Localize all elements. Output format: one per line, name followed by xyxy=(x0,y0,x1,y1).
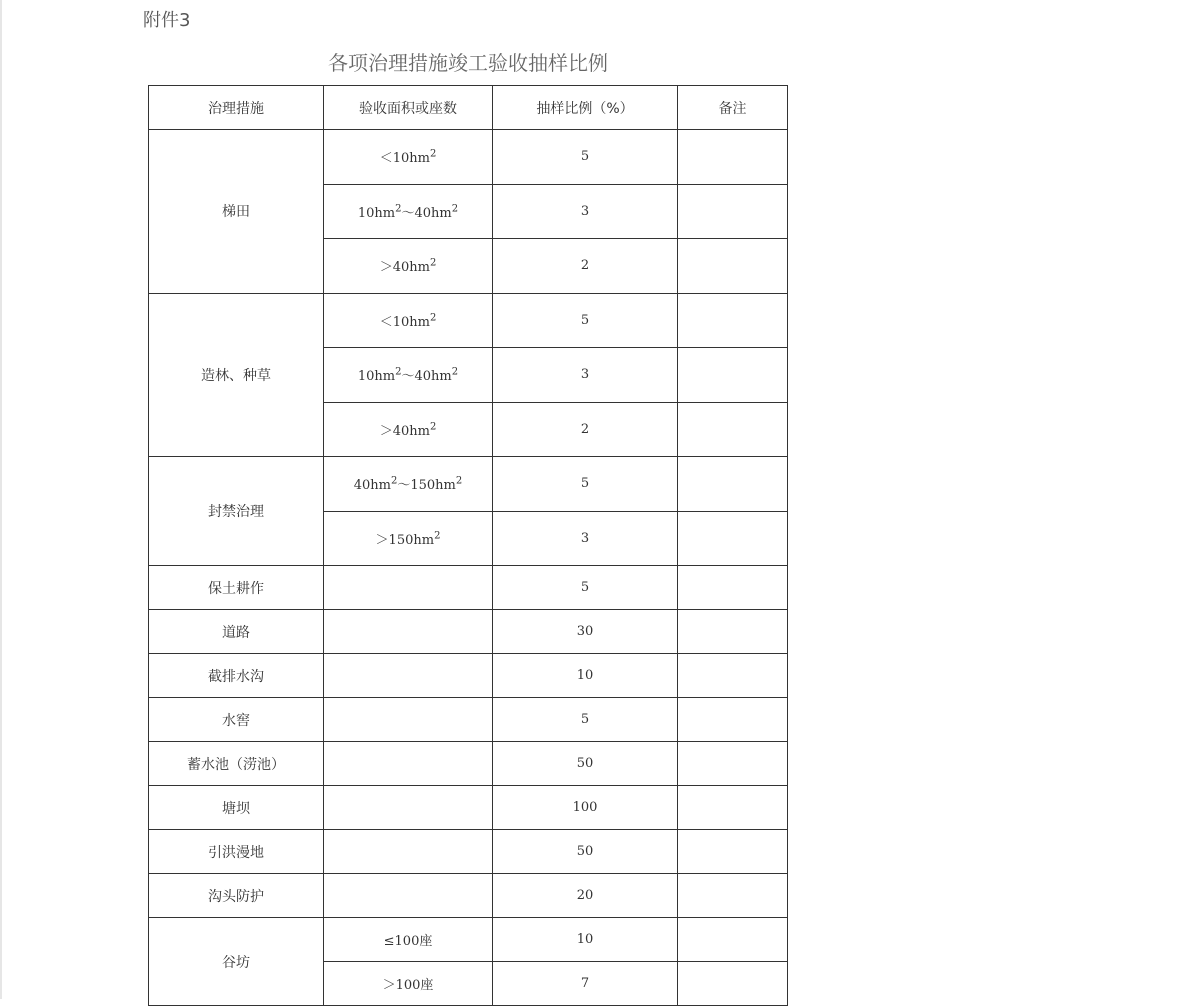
area-text: ＞40hm xyxy=(379,260,430,276)
area-superscript: 2 xyxy=(451,203,459,215)
measure-cell: 沟头防护 xyxy=(149,874,324,918)
area-superscript: 2 xyxy=(429,257,437,269)
ratio-cell: 5 xyxy=(493,698,678,742)
header-area: 验收面积或座数 xyxy=(324,86,493,130)
measure-cell: 梯田 xyxy=(149,130,324,294)
table-row xyxy=(149,786,788,830)
ratio-cell: 5 xyxy=(493,293,678,348)
area-superscript: 2 xyxy=(395,203,402,215)
area-cell xyxy=(324,786,493,830)
remark-cell xyxy=(678,348,788,403)
area-range-text: ～40hm xyxy=(401,205,452,221)
area-cell xyxy=(324,348,493,403)
table-row xyxy=(149,742,788,786)
area-text: ＜10hm xyxy=(379,314,430,330)
remark-cell xyxy=(678,293,788,348)
remark-cell xyxy=(678,610,788,654)
measure-cell: 引洪漫地 xyxy=(149,830,324,874)
table-row xyxy=(149,918,788,962)
ratio-cell: 50 xyxy=(493,830,678,874)
page-left-border xyxy=(0,0,2,999)
table-row xyxy=(149,566,788,610)
table-row xyxy=(149,830,788,874)
remark-cell xyxy=(678,786,788,830)
ratio-cell: 3 xyxy=(493,348,678,403)
ratio-cell: 2 xyxy=(493,239,678,294)
ratio-cell: 2 xyxy=(493,402,678,457)
area-text: ＞150hm xyxy=(375,532,435,548)
attachment-label: 附件3 xyxy=(143,10,191,31)
area-cell xyxy=(324,874,493,918)
area-superscript: 2 xyxy=(390,475,398,487)
ratio-cell: 5 xyxy=(493,457,678,512)
area-text: ＞40hm xyxy=(379,423,430,439)
measure-cell: 谷坊 xyxy=(149,918,324,1006)
remark-cell xyxy=(678,654,788,698)
area-cell xyxy=(324,457,493,512)
area-superscript: 2 xyxy=(429,148,437,160)
ratio-cell: 50 xyxy=(493,742,678,786)
table-row xyxy=(149,130,788,185)
remark-cell xyxy=(678,130,788,185)
area-cell xyxy=(324,402,493,457)
remark-cell xyxy=(678,239,788,294)
area-superscript: 2 xyxy=(429,312,437,324)
table-body xyxy=(149,86,788,1006)
area-cell xyxy=(324,654,493,698)
ratio-cell: 10 xyxy=(493,918,678,962)
ratio-cell: 5 xyxy=(493,130,678,185)
ratio-cell: 3 xyxy=(493,184,678,239)
table-row xyxy=(149,457,788,512)
area-text: ＜10hm xyxy=(379,151,430,167)
ratio-cell: 5 xyxy=(493,566,678,610)
remark-cell xyxy=(678,742,788,786)
table-row xyxy=(149,874,788,918)
ratio-cell: 10 xyxy=(493,654,678,698)
sampling-ratio-table xyxy=(148,85,788,1006)
ratio-cell: 20 xyxy=(493,874,678,918)
area-superscript: 2 xyxy=(455,475,463,487)
remark-cell xyxy=(678,566,788,610)
area-superscript: 2 xyxy=(395,366,402,378)
table-row xyxy=(149,654,788,698)
area-range-text: ～40hm xyxy=(401,369,452,385)
area-text: 40hm xyxy=(353,478,391,494)
table-row xyxy=(149,610,788,654)
measure-cell: 蓄水池（涝池） xyxy=(149,742,324,786)
remark-cell xyxy=(678,457,788,512)
document-title: 各项治理措施竣工验收抽样比例 xyxy=(328,51,608,75)
remark-cell xyxy=(678,184,788,239)
measure-cell: 造林、种草 xyxy=(149,293,324,457)
area-range-text: ～150hm xyxy=(397,478,456,494)
remark-cell xyxy=(678,874,788,918)
area-text: 10hm xyxy=(357,205,396,221)
measure-cell: 道路 xyxy=(149,610,324,654)
table-row xyxy=(149,293,788,348)
remark-cell xyxy=(678,918,788,962)
area-text: 10hm xyxy=(357,369,396,385)
measure-cell: 水窖 xyxy=(149,698,324,742)
remark-cell xyxy=(678,830,788,874)
area-text: ＞100座 xyxy=(382,978,434,993)
area-cell xyxy=(324,184,493,239)
ratio-cell: 3 xyxy=(493,511,678,566)
area-text: ≤100座 xyxy=(383,934,433,949)
ratio-cell: 7 xyxy=(493,962,678,1006)
area-cell xyxy=(324,566,493,610)
area-cell xyxy=(324,239,493,294)
remark-cell xyxy=(678,698,788,742)
area-cell xyxy=(324,511,493,566)
area-cell xyxy=(324,130,493,185)
area-cell xyxy=(324,918,493,962)
area-superscript: 2 xyxy=(434,530,441,542)
remark-cell xyxy=(678,511,788,566)
ratio-cell: 100 xyxy=(493,786,678,830)
area-cell xyxy=(324,698,493,742)
area-cell xyxy=(324,742,493,786)
header-measure: 治理措施 xyxy=(149,86,324,130)
measure-cell: 塘坝 xyxy=(149,786,324,830)
header-remark: 备注 xyxy=(678,86,788,130)
area-superscript: 2 xyxy=(451,366,459,378)
header-row xyxy=(149,86,788,130)
area-cell xyxy=(324,293,493,348)
table-row xyxy=(149,698,788,742)
measure-cell: 封禁治理 xyxy=(149,457,324,566)
remark-cell xyxy=(678,402,788,457)
area-superscript: 2 xyxy=(429,421,437,433)
measure-cell: 截排水沟 xyxy=(149,654,324,698)
header-ratio: 抽样比例（%） xyxy=(493,86,678,130)
measure-cell: 保土耕作 xyxy=(149,566,324,610)
ratio-cell: 30 xyxy=(493,610,678,654)
area-cell xyxy=(324,830,493,874)
area-cell xyxy=(324,610,493,654)
